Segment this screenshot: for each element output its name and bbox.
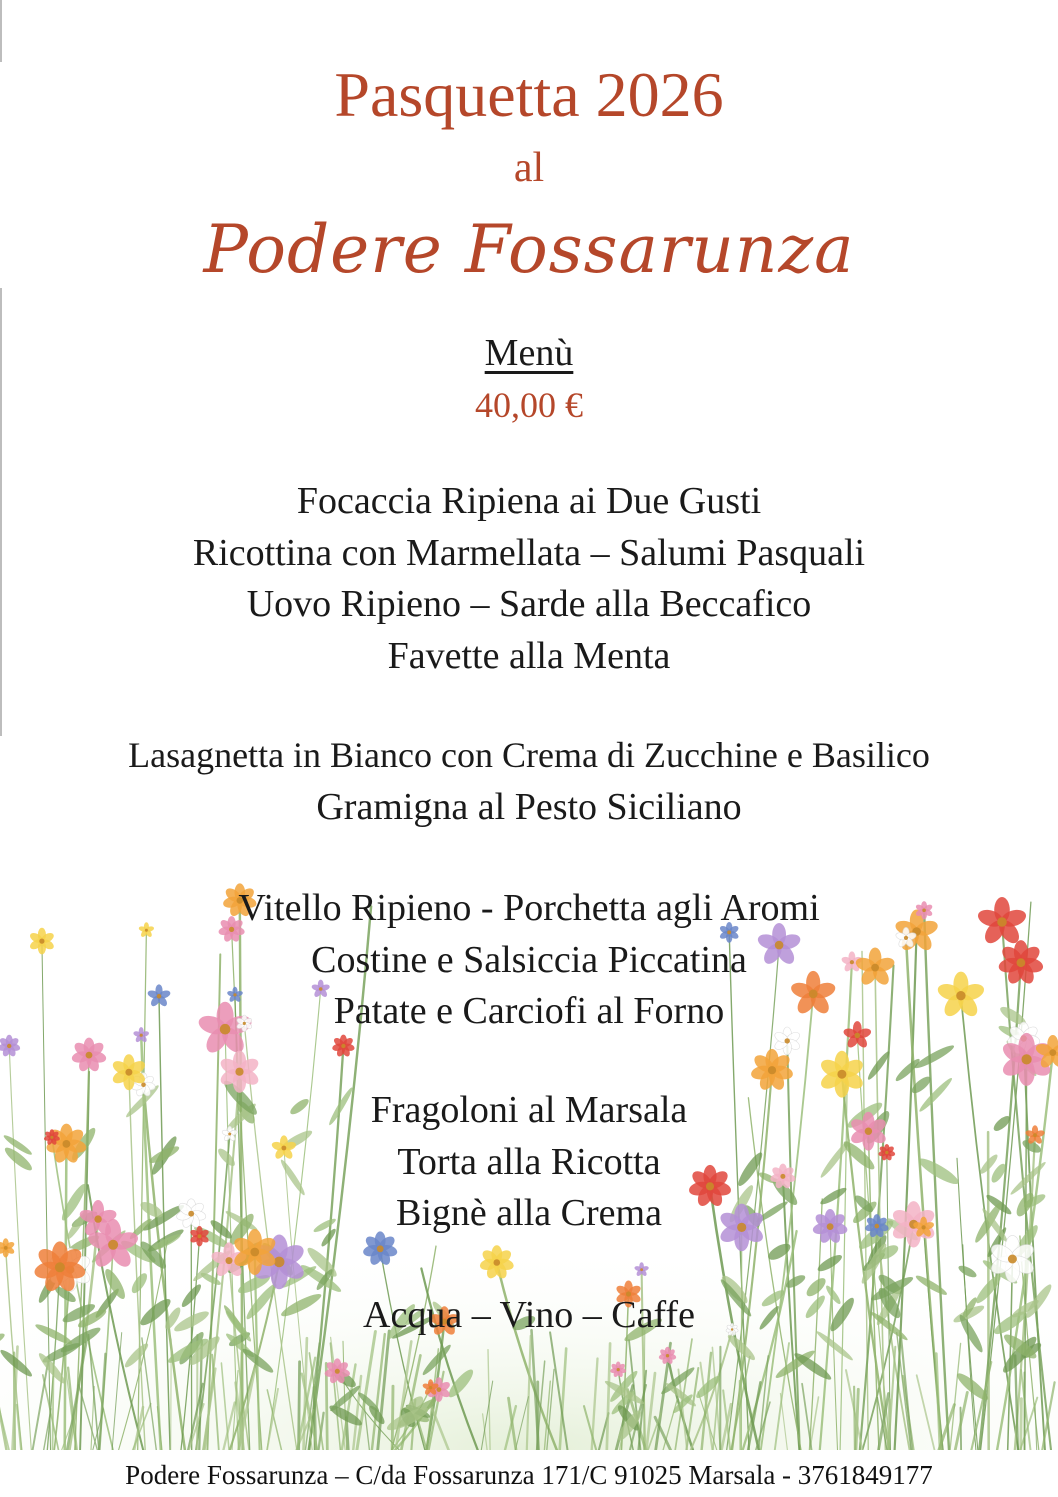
grass-blade <box>392 1386 393 1450</box>
menu-heading: Menù <box>484 332 574 374</box>
course-antipasti <box>0 476 1058 682</box>
course-primi <box>0 730 1058 833</box>
menu-item: Torta alla Ricotta <box>397 1140 661 1183</box>
wildflower <box>0 1035 21 1058</box>
menu-item: Acqua – Vino – Caffe <box>363 1294 695 1336</box>
menu-item: Vitello Ripieno - Porchetta agli Aromi <box>238 887 820 929</box>
grass-blade <box>171 1339 172 1450</box>
menu-item: Costine e Salsiccia Piccatina <box>311 938 747 981</box>
course-bevande <box>0 1290 1058 1342</box>
venue-name: Podere Fossarunza <box>203 211 855 288</box>
leaf <box>893 1057 921 1084</box>
menu-item: Patate e Carciofi al Forno <box>333 990 725 1032</box>
grass-blade <box>1021 1399 1022 1450</box>
event-title: Pasquetta 2026 <box>334 59 724 130</box>
grass-blade <box>740 1381 741 1450</box>
menu-price: 40,00 € <box>475 385 583 425</box>
menu-item: Gramigna al Pesto Siciliano <box>316 785 742 828</box>
menu-item: Uovo Ripieno – Sarde alla Beccafico <box>246 583 812 625</box>
menu-item: Ricottina con Marmellata – Salumi Pasquali <box>192 531 866 574</box>
course-dolci <box>0 1085 1058 1240</box>
menu-item: Fragoloni al Marsala <box>370 1089 688 1131</box>
course-secondi <box>0 883 1058 1038</box>
menu-item: Lasagnetta in Bianco con Crema di Zucchine e Basilico <box>128 735 930 775</box>
menu-item: Favette alla Menta <box>387 634 671 677</box>
menu-item: Bignè alla Crema <box>396 1192 662 1234</box>
event-connector: al <box>513 145 545 191</box>
menu-item: Focaccia Ripiena ai Due Gusti <box>296 480 762 522</box>
left-edge-line <box>0 0 2 62</box>
grass-blade <box>854 1387 855 1450</box>
leaf <box>913 1042 956 1071</box>
footer-address: Podere Fossarunza – C/da Fossarunza 171/C 91025 Marsala - 3761849177 <box>0 1455 1058 1497</box>
